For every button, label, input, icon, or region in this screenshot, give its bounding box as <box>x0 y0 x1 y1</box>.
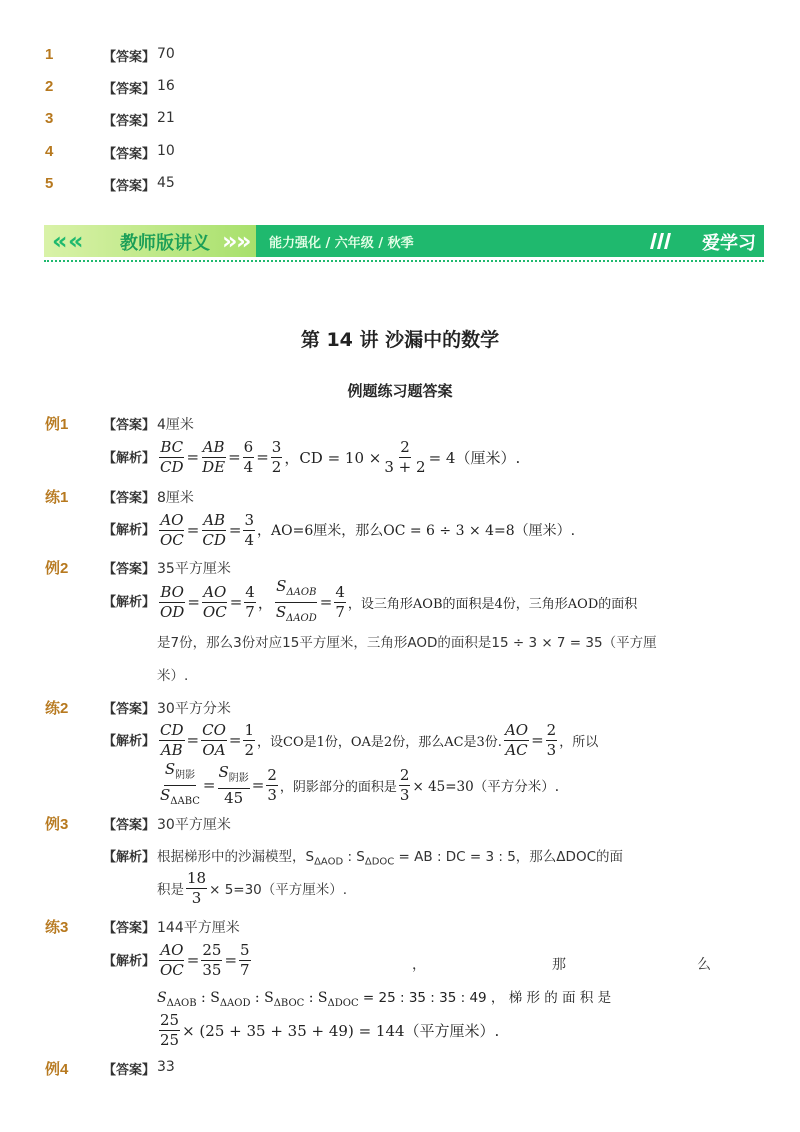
answer-tag: 【答案】 <box>103 114 156 129</box>
analysis-tag: 【解析】 <box>103 850 156 865</box>
answer-number: 2 <box>45 78 54 95</box>
analysis-formula: $\frac{BO}{OD}$ = $\frac{AO}{OC}$ = $\frac{4}{7}$ ， $\frac{S_{\Delta AOB}}{S_{\Delta AOD}}$ = $\frac{4}{7}$ ，设三角形AOB的面积是4份，三角形AOD的面积 <box>160 576 638 624</box>
analysis-formula: $\frac{AO}{OC}$ = $\frac{25}{35}$ = $\frac{5}{7}$ <box>160 940 250 979</box>
analysis-text: 那 <box>552 957 566 973</box>
analysis-tag: 【解析】 <box>103 451 156 466</box>
analysis-text: 是7份，那么3份对应15平方厘米，三角形AOD的面积是15 ÷ 3 × 7 = 35（平方厘 <box>157 635 657 651</box>
analysis-formula: $\frac{AO}{OC}$ = $\frac{AB}{CD}$ = $\frac{3}{4}$ ，AO=6厘米，那么OC = 6 ÷ 3 × 4=8（厘米）. <box>160 510 576 549</box>
analysis-tag: 【解析】 <box>103 523 156 538</box>
answer-value: 35平方厘米 <box>157 561 231 577</box>
example-label: 例4 <box>45 1061 69 1078</box>
answer-tag: 【答案】 <box>103 179 156 194</box>
answer-value: 4厘米 <box>157 417 194 433</box>
answer-number: 3 <box>45 110 54 127</box>
analysis-tag: 【解析】 <box>103 595 156 610</box>
answer-tag: 【答案】 <box>103 702 156 717</box>
chevron-left-icon: « <box>68 227 84 255</box>
answer-value: 30平方厘米 <box>157 817 231 833</box>
answer-tag: 【答案】 <box>103 50 156 65</box>
analysis-formula: $\frac{CD}{AB}$ = $\frac{CO}{OA}$ = $\frac{1}{2}$ ，设CO是1份，OA是2份，那么AC是3份. $\frac{AO}{AC}$ = $\frac{2}{3}$ ，所以 <box>160 720 599 759</box>
analysis-text: 根据梯形中的沙漏模型，$S_{\Delta AOD}$ : $S_{\Delta DOC}$ = AB : DC = 3 : 5，那么ΔDOC的面 <box>157 849 623 868</box>
section-title: 例题练习题答案 <box>347 382 453 400</box>
answer-tag: 【答案】 <box>103 562 156 577</box>
analysis-text: $S_{\Delta AOB}$ : $S_{\Delta AOD}$ : $S_{\Delta BOC}$ : $S_{\Delta DOC} = 25$ : 35 : 35 : 49 ， 梯 形 的 面 积 是 <box>157 990 612 1009</box>
answer-value: 70 <box>157 46 175 62</box>
answer-number: 1 <box>45 46 54 63</box>
answer-value: 8厘米 <box>157 490 194 506</box>
answer-tag: 【答案】 <box>103 147 156 162</box>
example-label: 例1 <box>45 416 69 433</box>
chevron-right-icon: » <box>236 227 252 255</box>
answer-number: 4 <box>45 143 54 160</box>
analysis-text: ， <box>412 957 426 973</box>
answer-value: 16 <box>157 78 175 94</box>
answer-value: 10 <box>157 143 175 159</box>
chevron-right-icon: » <box>222 227 238 255</box>
lecture-title: 第 14 讲 沙漏中的数学 <box>300 329 500 351</box>
banner-breadcrumb: 能力强化 / 六年级 / 秋季 <box>269 236 414 251</box>
analysis-formula: $\frac{25}{25}$ × (25 + 35 + 35 + 49) = 144（平方厘米）. <box>160 1010 500 1049</box>
analysis-tag: 【解析】 <box>103 734 156 749</box>
section-banner <box>44 225 764 257</box>
banner-title: 教师版讲义 <box>120 233 210 254</box>
analysis-text: 米）. <box>157 668 189 684</box>
chevron-left-icon: « <box>52 227 68 255</box>
answer-value: 30平方分米 <box>157 701 231 717</box>
analysis-text: 么 <box>697 957 711 973</box>
practice-label: 练2 <box>45 700 69 717</box>
answer-value: 33 <box>157 1059 175 1075</box>
analysis-formula: $\frac{BC}{CD}$ = $\frac{AB}{DE}$ = $\frac{6}{4}$ = $\frac{3}{2}$ ，CD = 10 × $\frac{2}{3 + 2}$ = 4（厘米）. <box>160 437 521 476</box>
divider <box>44 260 764 262</box>
answer-tag: 【答案】 <box>103 82 156 97</box>
answer-tag: 【答案】 <box>103 1063 156 1078</box>
answer-value: 144平方厘米 <box>157 920 240 936</box>
answer-tag: 【答案】 <box>103 818 156 833</box>
logo-icon <box>648 231 674 251</box>
practice-label: 练1 <box>45 489 69 506</box>
answer-tag: 【答案】 <box>103 491 156 506</box>
example-label: 例2 <box>45 560 69 577</box>
answer-value: 45 <box>157 175 175 191</box>
analysis-formula: 积是 $\frac{18}{3}$ × 5=30（平方厘米）. <box>157 868 348 907</box>
answer-value: 21 <box>157 110 175 126</box>
analysis-formula: $\frac{S_{阴影}}{S_{\Delta ABC}}$ = $\frac{S_{阴影}}{45}$ = $\frac{2}{3}$ ，阴影部分的面积是 $\frac{2}{3}$ × 45=30（平方分米）. <box>160 759 560 807</box>
answer-tag: 【答案】 <box>103 921 156 936</box>
answer-tag: 【答案】 <box>103 418 156 433</box>
answer-number: 5 <box>45 175 54 192</box>
analysis-tag: 【解析】 <box>103 954 156 969</box>
practice-label: 练3 <box>45 919 69 936</box>
example-label: 例3 <box>45 816 69 833</box>
brand-logo: 爱学习 <box>702 233 756 254</box>
